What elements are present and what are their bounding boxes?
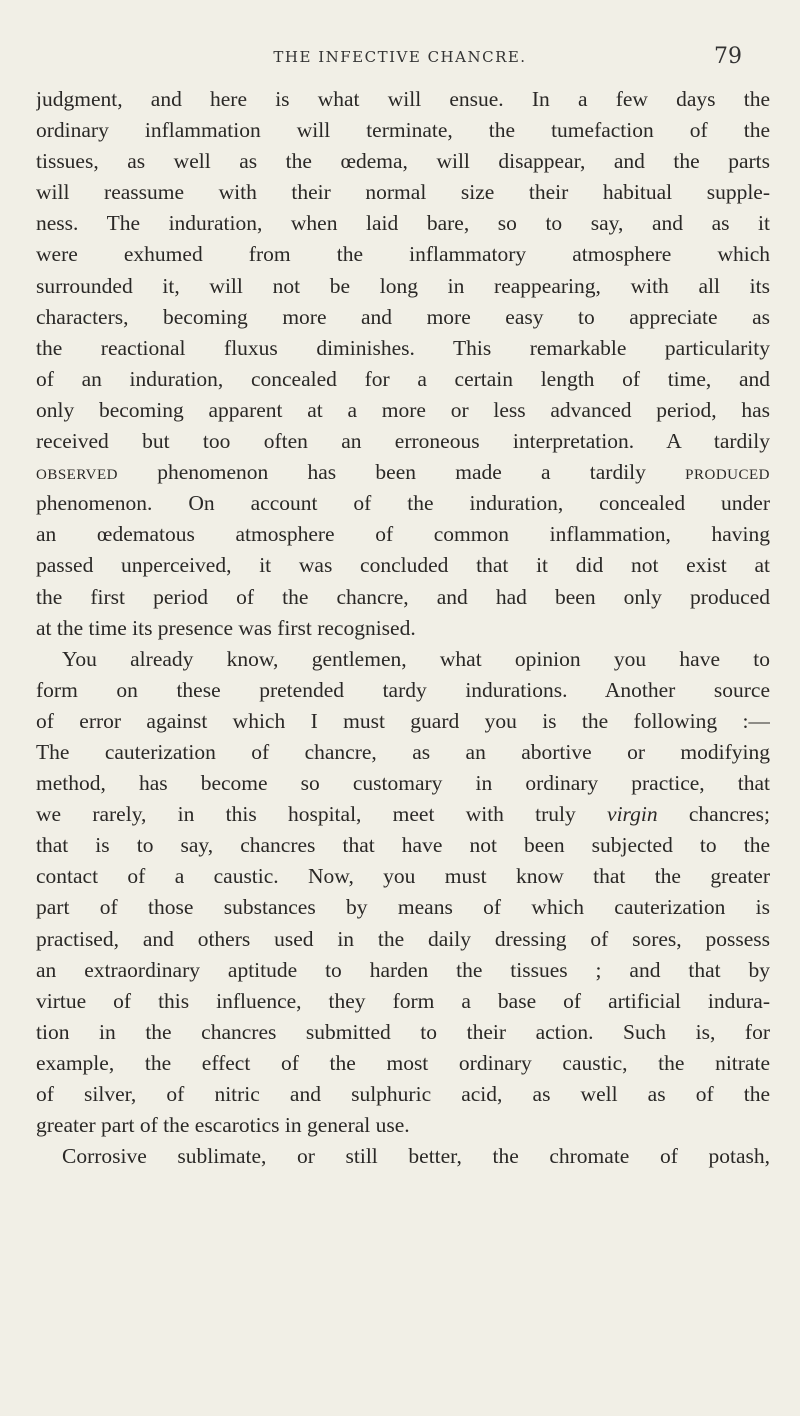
text-line: were exhumed from the inflammatory atmosphere which [36, 242, 770, 267]
text-line: that is to say, chancres that have not been subjected to the [36, 833, 770, 858]
text-line: an extraordinary aptitude to harden the tissues ; and that by [36, 957, 770, 982]
text-line: characters, becoming more and more easy to appreciate as [36, 304, 770, 329]
running-head [0, 44, 800, 78]
text-line: The cauterization of chancre, as an abortive or modifying [36, 739, 770, 764]
text-line: of silver, of nitric and sulphuric acid, as well as of the [36, 1082, 770, 1106]
body-text [36, 84, 770, 1172]
text-line: greater part of the escarotics in general use. [36, 1113, 410, 1138]
text-line: of error against which I must guard you is the following :— [36, 708, 770, 733]
page-number: 79 [714, 44, 742, 69]
text-line: form on these pretended tardy indurations. Another source [36, 677, 770, 702]
text-line: practised, and others used in the daily dressing of sores, possess [36, 926, 770, 951]
text-line: virtue of this influence, they form a base of artificial indura- [36, 988, 770, 1013]
text-line: ness. The induration, when laid bare, so to say, and as it [36, 211, 770, 236]
text-line: judgment, and here is what will ensue. In a few days the [36, 87, 770, 111]
text-line: the first period of the chancre, and had been only produced [36, 584, 770, 609]
text-line: an œdematous atmosphere of common inflammation, having [36, 522, 770, 547]
text-line: ordinary inflammation will terminate, the tumefaction of the [36, 118, 770, 143]
text-line: only becoming apparent at a more or less advanced period, has [36, 397, 770, 422]
text-line: method, has become so customary in ordinary practice, that [36, 771, 770, 796]
running-title: THE INFECTIVE CHANCRE. [273, 48, 527, 66]
text-line: Corrosive sublimate, or still better, the chromate of potash, [62, 1144, 770, 1169]
text-line: surrounded it, will not be long in reappearing, with all its [36, 273, 770, 298]
text-line: phenomenon. On account of the induration, concealed under [36, 491, 770, 516]
text-line: we rarely, in this hospital, meet with truly virgin chancres; [36, 802, 770, 827]
text-line: passed unperceived, it was concluded that it did not exist at [36, 553, 770, 578]
text-line: at the time its presence was first recognised. [36, 615, 416, 640]
text-line: contact of a caustic. Now, you must know that the greater [36, 864, 770, 889]
text-line: will reassume with their normal size their habitual supple- [36, 180, 770, 205]
text-line: tissues, as well as the œdema, will disappear, and the parts [36, 149, 770, 174]
text-line: received but too often an erroneous interpretation. A tardily [36, 429, 770, 454]
italic-word: virgin [607, 802, 658, 827]
text-line: example, the effect of the most ordinary caustic, the nitrate [36, 1050, 770, 1075]
text-line: part of those substances by means of which cauterization is [36, 895, 770, 920]
small-caps-word: observed [36, 460, 118, 485]
text-line: You already know, gentlemen, what opinion you have to [62, 646, 770, 671]
text-line: of an induration, concealed for a certain length of time, and [36, 366, 770, 391]
text-line: tion in the chancres submitted to their action. Such is, for [36, 1019, 770, 1044]
text-line: the reactional fluxus diminishes. This remarkable particularity [36, 335, 770, 360]
text-line: observed phenomenon has been made a tardily produced [36, 460, 770, 485]
small-caps-word: produced [685, 460, 770, 485]
